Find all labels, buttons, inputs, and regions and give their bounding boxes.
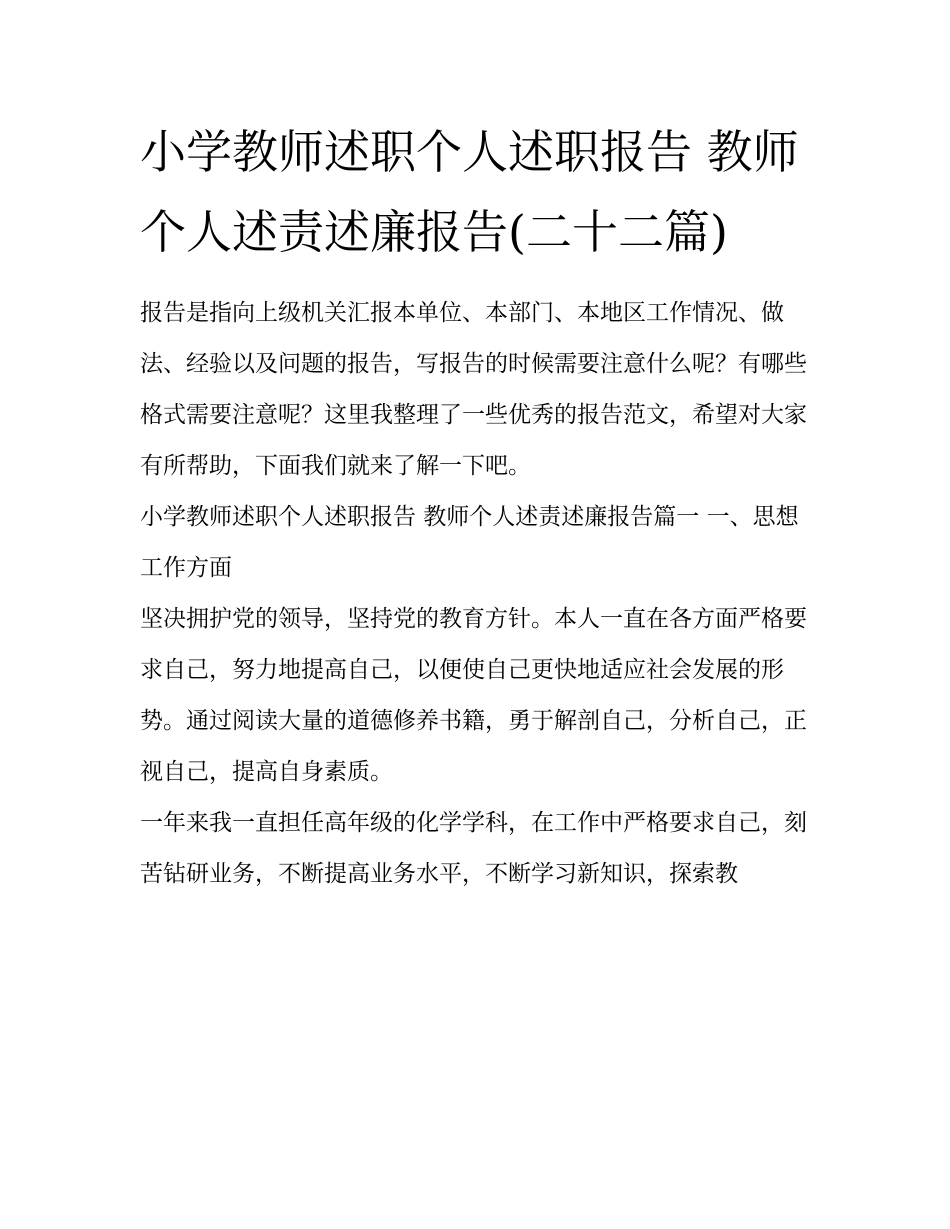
document-title: 小学教师述职个人述职报告 教师个人述责述廉报告(二十二篇)	[140, 125, 799, 259]
section-heading-paragraph: 小学教师述职个人述职报告 教师个人述责述廉报告篇一 一、思想工作方面	[140, 504, 799, 581]
teaching-paragraph: 一年来我一直担任高年级的化学学科，在工作中严格要求自己，刻苦钻研业务，不断提高业务水平，不断学习新知识，探索教	[140, 810, 807, 887]
intro-paragraph: 报告是指向上级机关汇报本单位、本部门、本地区工作情况、做法、经验以及问题的报告，写报告的时候需要注意什么呢？有哪些格式需要注意呢？这里我整理了一些优秀的报告范文，希望对大家有所帮助，下面我们就来了解一下吧。	[140, 300, 807, 479]
ideology-paragraph: 坚决拥护党的领导，坚持党的教育方针。本人一直在各方面严格要求自己，努力地提高自己，以便使自己更快地适应社会发展的形势。通过阅读大量的道德修养书籍，勇于解剖自己，分析自己，正视自己，提高自身素质。	[140, 606, 807, 785]
document-content	[140, 112, 812, 900]
